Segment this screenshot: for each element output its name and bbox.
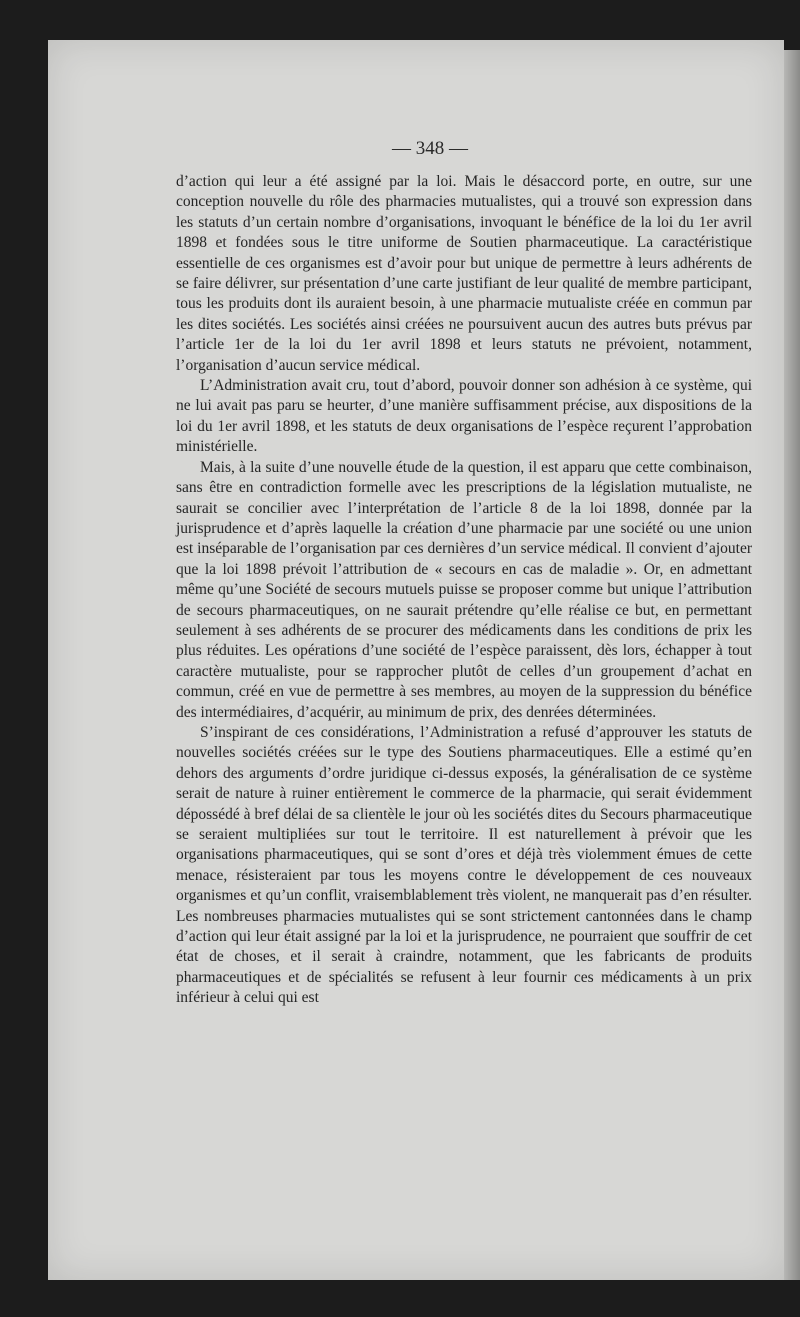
page-number: — 348 — (392, 138, 468, 159)
body-text (176, 172, 752, 1009)
page-edge (782, 50, 800, 1280)
paragraph-3: Mais, à la suite d’une nouvelle étude de la question, il est apparu que cette combinaison, sans être en contradiction formelle avec les prescriptions de la législation mutualiste, ne saurait se concilier avec l’interprétation de l’article 8 de la loi 1898, donnée par la jurisprudence et d’après laquelle la création d’une pharmacie par une société ou une union est inséparable de l’organisation par ces dernières d’un service médical. Il convient d’ajouter que la loi 1898 prévoit l’attribution de « secours en cas de maladie ». Or, en admettant même qu’une Société de secours mutuels puisse se proposer comme but unique l’attribution de secours pharmaceutiques, on ne saurait prétendre qu’elle réalise ce but, en permettant seulement à ses adhérents de se procurer des médicaments dans les conditions de prix les plus réduites. Les opérations d’une société de l’espèce paraissent, dès lors, échapper à tout caractère mutualiste, pour se rapprocher plutôt de celles d’un groupement d’achat en commun, créé en vue de permettre à ses membres, au moyen de la suppression du bénéfice des intermédiaires, d’acquérir, au minimum de prix, des denrées déterminées. (176, 458, 752, 721)
paragraph-1: d’action qui leur a été assigné par la loi. Mais le désaccord porte, en outre, sur une conception nouvelle du rôle des pharmacies mutualistes, qui a trouvé son expression dans les statuts d’un certain nombre d’organisations, invoquant le bénéfice de la loi du 1er avril 1898 et fondées sous le titre uniforme de Soutien pharmaceutique. La caractéristique essentielle de ces organismes est d’avoir pour but unique de permettre à leurs adhérents de se faire délivrer, sur présentation d’une carte justifiant de leur qualité de membre participant, tous les produits dont ils auraient besoin, à une pharmacie mutualiste créée en commun par les dites sociétés. Les sociétés ainsi créées ne poursuivent aucun des autres buts prévus par l’article 1er de la loi du 1er avril 1898 et leurs statuts ne prévoient, notamment, l’organisation d’aucun service médical. (176, 173, 752, 374)
paragraph-2: L’Administration avait cru, tout d’abord, pouvoir donner son adhésion à ce système, qui ne lui avait pas paru se heurter, d’une manière suffisamment précise, aux dispositions de la loi du 1er avril 1898, et les statuts de deux organisations de l’espèce reçurent l’approbation ministérielle. (176, 377, 752, 456)
paragraph-4: S’inspirant de ces considérations, l’Administration a refusé d’approuver les statuts de nouvelles sociétés créées sur le type des Soutiens pharmaceutiques. Elle a estimé qu’en dehors des arguments d’ordre juridique ci-dessus exposés, la généralisation de ce système serait de nature à ruiner entièrement le commerce de la pharmacie, qui serait évidemment dépossédé à bref délai de sa clientèle le jour où les sociétés dites du Secours pharmaceutique se seraient multipliées sur tout le territoire. Il est naturellement à prévoir que les organisations pharmaceutiques, qui se sont d’ores et déjà très violemment émues de cette menace, résisteraient par tous les moyens contre le développement de ces nouveaux organismes et qu’un conflit, vraisemblablement très violent, ne manquerait pas d’en résulter. Les nombreuses pharmacies mutualistes qui se sont strictement cantonnées dans le champ d’action qui leur était assigné par la loi et la jurisprudence, ne pourraient que souffrir de cet état de choses, et il serait à craindre, notamment, que les fabricants de produits pharmaceutiques et de spécialités se refusent à leur fournir ces médicaments à un prix inférieur à celui qui est (176, 723, 752, 1007)
